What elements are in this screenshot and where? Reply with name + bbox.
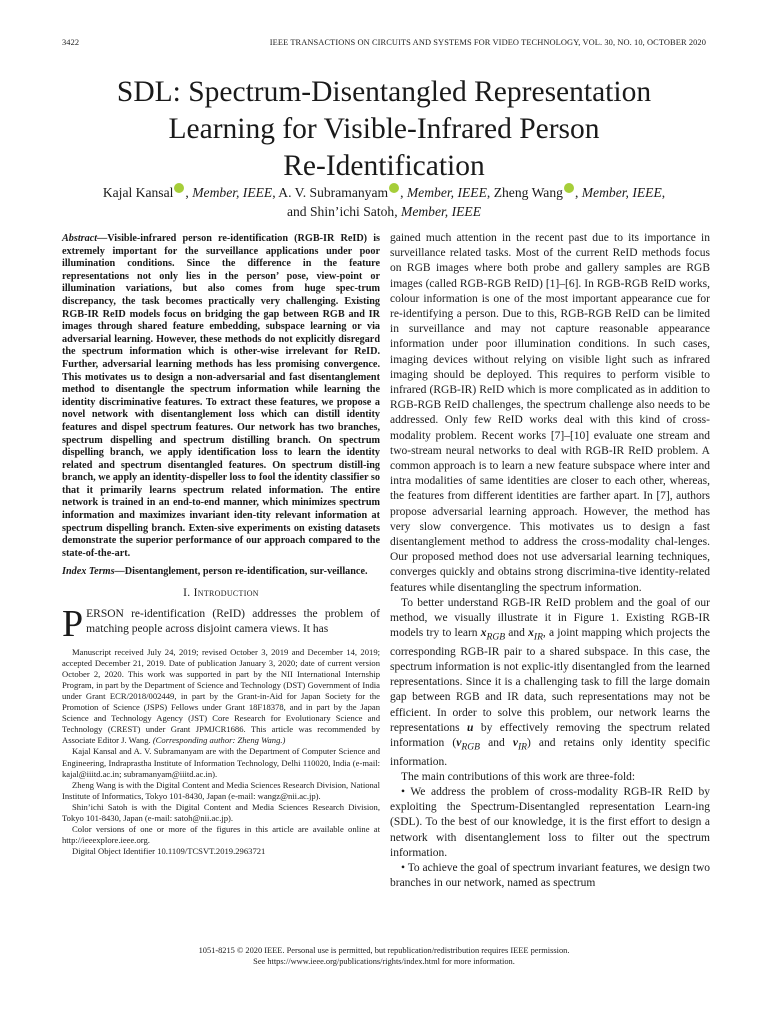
author-role: Member, IEEE <box>581 185 662 200</box>
author-name: Zheng Wang <box>493 185 563 200</box>
math-var: $v_{IR}$ <box>512 737 527 753</box>
author-role: Member, IEEE <box>192 185 273 200</box>
footnote-corresponding: (Corresponding author: Zheng Wang.) <box>152 735 286 746</box>
copyright-line: See https://www.ieee.org/publications/rights/index.html for more information. <box>253 957 515 966</box>
author-list <box>62 183 706 221</box>
footnote-doi: Digital Object Identifier 10.1109/TCSVT.2019.2963721 <box>72 846 266 857</box>
author-role: Member, IEEE <box>406 185 487 200</box>
author-line-2: and Shin’ichi Satoh, Member, IEEE <box>286 204 482 219</box>
index-terms <box>62 566 380 579</box>
running-header <box>62 38 706 50</box>
contribution-item: • To achieve the goal of spectrum invariant features, we design two branches in our network, named as spectrum <box>390 861 710 890</box>
copyright-notice <box>62 945 706 967</box>
author-name: Kajal Kansal <box>102 185 174 200</box>
math-var: u <box>467 721 474 734</box>
math-var: $v_{RGB}$ <box>456 737 480 753</box>
page-number: 3422 <box>62 38 80 47</box>
author-name: A. V. Subramanyam <box>278 185 389 200</box>
title-line-1: SDL: Spectrum-Disentangled Representation <box>116 76 652 108</box>
section-title: Introduction <box>193 587 259 600</box>
author-line-1: Kajal Kansal , Member, IEEE, A. V. Subramanyam , Member, IEEE, Zheng Wang , Member, IEEE, <box>102 185 666 200</box>
title-line-3: Re-Identification <box>283 150 485 182</box>
intro-text: re-identification (ReID) addresses the problem of matching people across disjoint camera views. It has <box>86 607 380 635</box>
opening-word: ERSON <box>86 607 124 620</box>
section-heading <box>62 587 380 601</box>
orcid-icon[interactable] <box>174 183 184 193</box>
journal-name: IEEE TRANSACTIONS ON CIRCUITS AND SYSTEMS FOR VIDEO TECHNOLOGY, VOL. 30, NO. 10, OCTOBER 2020 <box>269 38 706 47</box>
left-column <box>62 233 380 857</box>
copyright-line: 1051-8215 © 2020 IEEE. Personal use is permitted, but republication/redistribution requires IEEE permission. <box>198 946 570 955</box>
section-numeral: I. <box>183 587 191 600</box>
math-var: $x_{IR}$ <box>528 627 543 643</box>
author-role: Member, IEEE <box>401 204 482 219</box>
title-line-2: Learning for Visible-Infrared Person <box>168 113 600 145</box>
footnote-color: Color versions of one or more of the figures in this article are available online at http://ieeexplore.ieee.org. <box>62 824 380 846</box>
paper-title <box>62 74 706 185</box>
intro-paragraph <box>62 602 380 645</box>
abstract-label: Abstract— <box>62 233 108 244</box>
footnotes <box>62 647 380 858</box>
abstract <box>62 233 380 560</box>
author-name: and Shin’ichi Satoh <box>286 204 395 219</box>
index-terms-label: Index Terms— <box>62 566 125 578</box>
footnote-affiliation: Zheng Wang is with the Digital Content and Media Sciences Research Division, National Institute of Informatics, Tokyo 101-8430, Japan (e-mail: wangz@nii.ac.jp). <box>62 779 380 801</box>
abstract-text: Visible-infrared person re-identification (RGB-IR ReID) is extremely important for the surveillance applications under poor illumination conditions. Since the difference in the feature representations not only lies in the person’ pose, view-point or illumination variations, but also comes from huge spec-trum discrepancy, the task becomes practically very challenging. Existing RGB-IR ReID models focus on bridging the gap between RGB and IR images through shared feature embedding, subspace learning or via adversarial learning. However, these methods do not explicitly disregard the spectrum information which is other-wise irrelevant for ReID. Further, adversarial learning methods has less promising convergence. This motivates us to design a non-adversarial and fast disentanglement method to disentangle the spectrum information while learning the identity discriminative features. To extract these features, we propose a novel network with disentanglement loss which can distill identity features and dispel spectrum features. Our network has two branches, spectrum dispelling and spectrum distilling branch. On spectrum dispelling branch, we apply identification loss to learn the identity related and spectrum disentangled features. On spectrum distill-ing branch, we apply an identity-dispeller loss to fool the identity classifier so that it primarily learns spectrum related information. The entire network is trained in an end-to-end manner, which minimizes spectrum information and maximizes invariant iden-tity relevant information at spectrum dispelling branch. Exten-sive experiments on existing datasets demonstrate the superior performance of our approach compared to the state-of-the-art. <box>62 233 380 559</box>
body-paragraph: To better understand RGB-IR ReID problem and the goal of our method, we visually illustrate it in Figure 1. Existing RGB-IR models try to learn $x_{RGB}$ and $x_{IR}$, a joint mapping which projects the corresponding RGB-IR pair to a shared subspace. In this case, the spectrum information is not explic-itly disentangled from the learned representations. Since it is a challenging task to fill the large domain gap between RGB and IR data, such representations may not be efficient. In order to solve this problem, our network learns the representations u by effectively removing the spectrum related information ($v_{RGB}$ and $v_{IR}$) and retains only identity specific information. <box>390 596 710 768</box>
footnote-manuscript: Manuscript received July 24, 2019; revised October 3, 2019 and December 14, 2019; accepted December 21, 2019. Date of publication January 3, 2020; date of current version October 2, 2020. This work was supported in part by the NII International Internship Program, in part by the Department of Science and Technology (DST) Government of India under Grant ECR/2018/002449, in part by the Grant-in-Aid for Japan Society for the Promotion of Science (JSPS) Fellows under Grant 18F18378, and in part by the Japan Science and Technology Agency (JST) Core Research for Evolutionary Science and Technology (CREST) under Grant JPMJCR1686. This article was recommended by Associate Editor J. Wang. (Corresponding author: Zheng Wang.) <box>62 646 380 746</box>
contribution-item: • We address the problem of cross-modality RGB-IR ReID by exploiting the Spectrum-Disentangled representation Learn-ing (SDL). To the best of our knowledge, it is the first effort to design a network with disentanglement loss to filter out the spectrum information. <box>390 785 710 859</box>
body-paragraph: The main contributions of this work are three-fold: <box>401 770 636 783</box>
orcid-icon[interactable] <box>389 183 399 193</box>
drop-cap: P <box>62 602 84 645</box>
math-var: $x_{RGB}$ <box>480 627 506 643</box>
right-column <box>390 231 710 891</box>
index-terms-text: Disentanglement, person re-identification, sur-veillance. <box>124 566 368 578</box>
orcid-icon[interactable] <box>564 183 574 193</box>
body-paragraph: gained much attention in the recent past due to its importance in surveillance related tasks. Most of the current ReID methods focus on RGB images where both probe and gallery samples are RGB images (called RGB-RGB ReID) [1]–[6]. In RGB-RGB ReID works, colour information is one of the most important appearance cue for re-identifying a person. Due to this, RGB-RGB ReID can be limited in surveillance and may not capture reasonable appearance information under poor illumination conditions. In such cases, imaging devices without relying on visible light such as infrared imaging should be deployed. This requires to perform visible to infrared (RGB-IR) ReID which is more complicated as in addition to RGB-RGB ReID challenges, the spectrum challenge also needs to be addressed. Only few ReID works deal with this kind of cross-modality problem. Recent works [7]–[10] evaluate one stream and two-stream neural networks to deal with RGB-IR ReID problem. A common approach is to learn a new feature subspace where inter and intra modalities of same identities are closer to each other, whereas, the features from different identities are farther apart. In [7], authors propose adversarial learning approach. However, the method has very slow convergence. This motivates us to design a fast disentanglement method to address the cross-modality chal-lenges. Our proposed method does not use adversarial learning techniques, converges quickly and obtains strong discrimina-tive identity-related features while disentangling the spectrum information. <box>390 232 710 594</box>
footnote-affiliation: Kajal Kansal and A. V. Subramanyam are with the Department of Computer Science and Engineering, Indraprastha Institute of Information Technology, Delhi 110020, India (e-mail: kajal@iiitd.ac.in; subramanyam@iiitd.ac.in). <box>62 746 380 779</box>
footnote-affiliation: Shin’ichi Satoh is with the Digital Content and Media Sciences Research Division, Tokyo 101-8430, Japan (e-mail: satoh@nii.ac.jp). <box>62 801 380 823</box>
